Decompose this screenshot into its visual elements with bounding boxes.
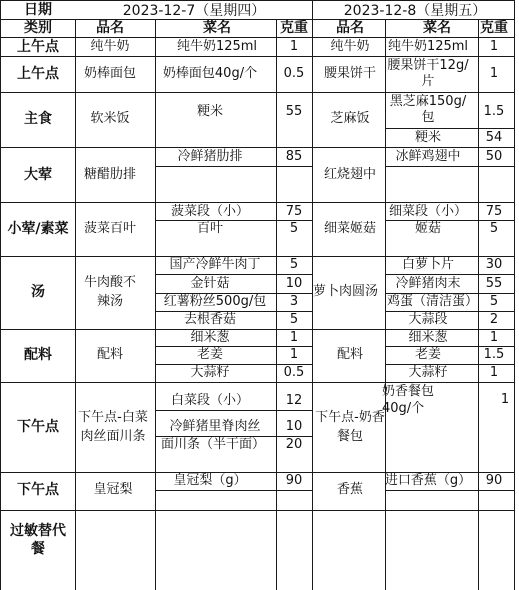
day1-item: 糖醋肋排	[83, 167, 137, 182]
day2-item-header: 品名	[336, 20, 364, 36]
day2-dish: 细菜段（小）	[388, 204, 468, 219]
day1-dish: 皇冠梨（g）	[173, 473, 247, 488]
day1-weight: 55	[285, 104, 303, 119]
grid-line	[0, 147, 515, 148]
day2-item: 红烧翅中	[323, 167, 377, 182]
day2-weight: 1	[489, 66, 499, 81]
day2-dish: 鸡蛋（清洁蛋）	[386, 294, 478, 309]
grid-line	[478, 19, 479, 590]
day1-weight: 85	[285, 149, 303, 164]
day1-dish: 红薯粉丝500g/包	[163, 294, 267, 309]
category-header: 类别	[24, 20, 52, 36]
day1-weight-header: 克重	[280, 20, 308, 36]
day1-weight: 10	[285, 276, 303, 291]
day2-weight-header: 克重	[480, 20, 508, 36]
day1-dish: 大蒜籽	[190, 365, 230, 380]
category-soup: 汤	[31, 284, 45, 300]
day2-weight: 30	[485, 257, 503, 272]
day2-weight: 1	[489, 365, 499, 380]
category-allergy-substitute: 过敏替代餐	[10, 523, 66, 557]
day1-dish: 国产冷鲜牛肉丁	[169, 257, 261, 272]
day1-dish: 粳米	[196, 104, 224, 119]
category-afternoon-snack-1: 下午点	[17, 419, 59, 435]
date-header: 日期	[24, 2, 52, 18]
day1-item: 菠菜百叶	[83, 221, 137, 236]
day1-dish-header: 菜名	[203, 20, 231, 36]
day2-dish: 大蒜段	[408, 312, 448, 327]
day2-dish: 粳米	[414, 130, 442, 145]
day1-dish: 冷鲜猪里脊肉丝	[169, 419, 261, 434]
day2-weight: 1.5	[483, 347, 505, 362]
day1-title: 2023-12-7（星期四）	[122, 3, 266, 19]
day2-dish: 奶香餐包40g/个	[382, 384, 435, 416]
grid-line	[0, 92, 515, 93]
day2-item: 纯牛奶	[330, 39, 370, 54]
grid-line	[75, 19, 76, 590]
day2-title: 2023-12-8（星期五）	[343, 3, 487, 19]
category-morning-snack-1: 上午点	[17, 39, 59, 55]
day2-weight: 55	[485, 276, 503, 291]
day1-item: 奶棒面包	[83, 66, 137, 81]
day1-weight: 12	[285, 393, 303, 408]
day2-weight: 1	[500, 392, 510, 407]
day1-dish: 百叶	[196, 221, 224, 236]
day1-weight: 90	[285, 473, 303, 488]
day1-dish: 去根香菇	[183, 312, 237, 327]
category-seasoning: 配料	[24, 347, 52, 363]
day1-weight: 0.5	[283, 66, 305, 81]
day2-item: 香蕉	[336, 482, 364, 497]
day2-weight: 90	[485, 473, 503, 488]
category-afternoon-snack-2: 下午点	[17, 482, 59, 498]
grid-line	[155, 274, 313, 275]
grid-line	[0, 202, 515, 203]
grid-line	[155, 19, 156, 590]
grid-line	[385, 274, 515, 275]
day2-dish: 腰果饼干12g/片	[387, 58, 469, 89]
day2-dish: 冷鲜猪肉末	[395, 276, 461, 291]
day2-weight: 2	[489, 312, 499, 327]
day1-weight: 5	[289, 312, 299, 327]
day1-dish: 细米葱	[190, 330, 230, 345]
day1-weight: 1	[289, 39, 299, 54]
grid-line	[155, 166, 313, 167]
day1-weight: 20	[285, 437, 303, 452]
day1-dish: 奶棒面包40g/个	[162, 66, 258, 81]
day1-item: 牛肉酸不辣汤	[83, 275, 136, 309]
grid-line	[0, 56, 515, 57]
day2-item: 腰果饼干	[323, 66, 377, 81]
day1-dish: 冷鲜猪肋排	[177, 149, 243, 164]
grid-line	[385, 128, 515, 129]
day2-weight: 50	[485, 149, 503, 164]
day1-weight: 3	[289, 294, 299, 309]
day1-dish: 菠菜段（小）	[170, 204, 250, 219]
day1-dish: 纯牛奶125ml	[176, 39, 258, 54]
grid-line	[385, 490, 515, 491]
day1-item: 软米饭	[90, 111, 130, 126]
day2-dish: 老姜	[414, 347, 442, 362]
category-main-meat: 大荤	[24, 167, 52, 183]
day2-dish: 冰鲜鸡翅中	[395, 149, 461, 164]
category-side-dish: 小荤/素菜	[7, 221, 69, 237]
grid-line	[0, 37, 515, 38]
day2-weight: 75	[485, 204, 503, 219]
day2-item: 细菜姬菇	[323, 221, 377, 236]
day2-dish: 细米葱	[408, 330, 448, 345]
day2-dish: 姬菇	[414, 221, 442, 236]
day2-dish-header: 菜名	[423, 20, 451, 36]
day2-item: 下午点-奶香餐包	[315, 410, 385, 444]
day1-weight: 10	[285, 419, 303, 434]
day2-dish: 大蒜籽	[408, 365, 448, 380]
day1-item: 纯牛奶	[90, 39, 130, 54]
day2-dish: 进口香蕉（g）	[384, 473, 472, 488]
day1-weight: 5	[289, 257, 299, 272]
day1-weight: 1	[289, 347, 299, 362]
day2-dish: 纯牛奶125ml	[387, 39, 469, 54]
day2-dish: 白萝卜片	[401, 257, 455, 272]
category-staple: 主食	[24, 111, 52, 127]
grid-line	[514, 0, 515, 590]
grid-line	[0, 0, 1, 590]
day1-item: 皇冠梨	[93, 482, 133, 497]
day1-dish: 白菜段（小）	[170, 393, 250, 408]
day2-item: 萝卜肉圆汤	[313, 284, 379, 299]
grid-line	[276, 19, 277, 590]
day1-item: 配料	[96, 347, 124, 362]
day1-weight: 0.5	[283, 365, 305, 380]
grid-line	[0, 0, 515, 1]
day2-item: 配料	[336, 347, 364, 362]
grid-line	[0, 510, 515, 511]
day1-weight: 1	[289, 330, 299, 345]
grid-line	[385, 166, 515, 167]
day1-dish: 金针菇	[190, 276, 230, 291]
day2-weight: 5	[489, 221, 499, 236]
day2-weight: 1.5	[483, 104, 505, 119]
day1-item-header: 品名	[96, 20, 124, 36]
grid-line	[155, 410, 313, 411]
day1-dish: 老姜	[196, 347, 224, 362]
day1-weight: 5	[289, 221, 299, 236]
day1-weight: 75	[285, 204, 303, 219]
day1-item: 下午点-白菜肉丝面川条	[78, 410, 148, 444]
grid-line	[155, 490, 313, 491]
day2-item: 芝麻饭	[330, 111, 370, 126]
category-morning-snack-2: 上午点	[17, 66, 59, 82]
day2-weight: 1	[489, 39, 499, 54]
day1-dish: 面川条（半干面）	[160, 437, 266, 452]
day2-dish: 黑芝麻150g/包	[389, 94, 467, 125]
day2-weight: 1	[489, 330, 499, 345]
day2-weight: 5	[489, 294, 499, 309]
day2-weight: 54	[485, 130, 503, 145]
